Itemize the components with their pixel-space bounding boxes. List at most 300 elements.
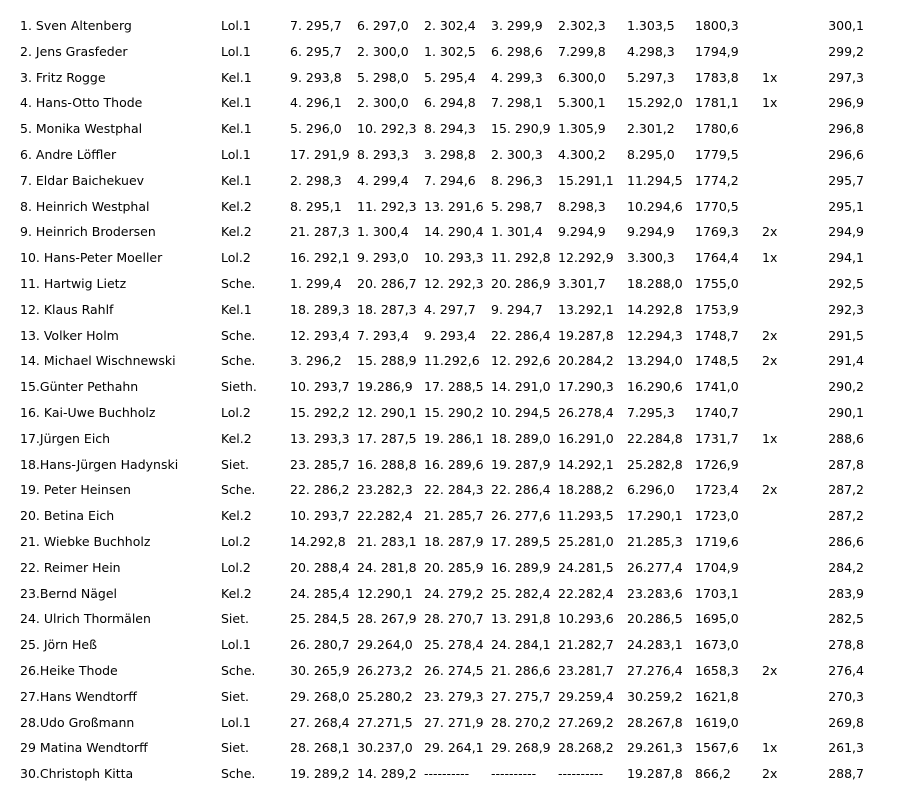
cell-club: Lol.1: [221, 43, 251, 59]
cell-average: 287,2: [828, 482, 864, 498]
cell-round-4: 27. 275,7: [491, 688, 551, 704]
cell-round-4: 12. 292,6: [491, 353, 551, 369]
cell-round-1: 13. 293,3: [290, 430, 350, 446]
cell-rank-name: 30.Christoph Kitta: [20, 766, 134, 782]
cell-rank-name: 11. Hartwig Lietz: [20, 275, 127, 291]
cell-round-5: 16.291,0: [558, 430, 614, 446]
cell-rank-name: 15.Günter Pethahn: [20, 379, 139, 395]
cell-round-6: 7.295,3: [627, 404, 675, 420]
cell-club: Kel.2: [221, 224, 252, 240]
cell-rank-name: 2. Jens Grasfeder: [20, 43, 128, 59]
cell-round-2: 29.264,0: [357, 637, 413, 653]
cell-round-3: 11.292,6: [424, 353, 480, 369]
cell-total: 1621,8: [695, 688, 739, 704]
cell-total: 1800,3: [695, 18, 739, 33]
cell-round-3: 3. 298,8: [424, 146, 476, 162]
cell-total: 1748,5: [695, 353, 739, 369]
cell-round-5: 6.300,0: [558, 69, 606, 85]
cell-round-4: 29. 268,9: [491, 740, 551, 756]
cell-round-2: 27.271,5: [357, 714, 413, 730]
cell-round-1: 4. 296,1: [290, 95, 342, 111]
cell-round-1: 23. 285,7: [290, 456, 350, 472]
cell-rank-name: 29 Matina Wendtorff: [20, 740, 148, 756]
cell-round-1: 19. 289,2: [290, 766, 350, 782]
cell-round-4: 19. 287,9: [491, 456, 551, 472]
cell-round-3: 22. 284,3: [424, 482, 484, 498]
cell-round-1: 14.292,8: [290, 533, 346, 549]
cell-round-6: 15.292,0: [627, 95, 683, 111]
cell-round-4: 26. 277,6: [491, 508, 551, 524]
table-row: [0, 633, 897, 659]
cell-round-2: 12. 290,1: [357, 404, 417, 420]
cell-total: 1741,0: [695, 379, 739, 395]
cell-round-3: 23. 279,3: [424, 688, 484, 704]
cell-round-5: 21.282,7: [558, 637, 614, 653]
table-row: [0, 607, 897, 633]
cell-round-6: 1.303,5: [627, 18, 675, 33]
cell-round-5: 27.269,2: [558, 714, 614, 730]
cell-club: Kel.1: [221, 69, 252, 85]
cell-total: 1781,1: [695, 95, 739, 111]
cell-round-4: 10. 294,5: [491, 404, 551, 420]
cell-total: 1748,7: [695, 327, 739, 343]
cell-round-6: 3.300,3: [627, 250, 675, 266]
cell-club: Sche.: [221, 482, 256, 498]
cell-club: Siet.: [221, 688, 249, 704]
cell-club: Siet.: [221, 611, 249, 627]
cell-round-4: 13. 291,8: [491, 611, 551, 627]
cell-rank-name: 26.Heike Thode: [20, 662, 118, 678]
cell-total: 1764,4: [695, 250, 739, 266]
cell-round-5: 26.278,4: [558, 404, 614, 420]
cell-round-4: ----------: [491, 766, 537, 782]
cell-rank-name: 21. Wiebke Buchholz: [20, 533, 151, 549]
cell-round-1: 16. 292,1: [290, 250, 350, 266]
cell-round-1: 28. 268,1: [290, 740, 350, 756]
cell-average: 300,1: [828, 18, 864, 33]
cell-round-3: 12. 292,3: [424, 275, 484, 291]
cell-rank-name: 8. Heinrich Westphal: [20, 198, 150, 214]
cell-average: 296,9: [828, 95, 864, 111]
cell-rank-name: 14. Michael Wischnewski: [20, 353, 176, 369]
cell-total: 1719,6: [695, 533, 739, 549]
cell-round-5: 7.299,8: [558, 43, 606, 59]
cell-club: Lol.1: [221, 637, 251, 653]
cell-round-2: 18. 287,3: [357, 301, 417, 317]
table-row: [0, 478, 897, 504]
cell-round-4: 20. 286,9: [491, 275, 551, 291]
cell-total: 1753,9: [695, 301, 739, 317]
table-row: [0, 246, 897, 272]
cell-round-3: 15. 290,2: [424, 404, 484, 420]
cell-round-3: 20. 285,9: [424, 559, 484, 575]
cell-rank-name: 10. Hans-Peter Moeller: [20, 250, 163, 266]
table-row: [0, 169, 897, 195]
cell-round-3: 28. 270,7: [424, 611, 484, 627]
table-row: [0, 762, 897, 788]
cell-round-5: 24.281,5: [558, 559, 614, 575]
cell-total: 1723,4: [695, 482, 739, 498]
cell-round-6: 9.294,9: [627, 224, 675, 240]
table-row: [0, 195, 897, 221]
cell-club: Kel.1: [221, 172, 252, 188]
cell-round-5: 14.292,1: [558, 456, 614, 472]
cell-round-6: 4.298,3: [627, 43, 675, 59]
cell-round-6: 27.276,4: [627, 662, 683, 678]
cell-round-2: 10. 292,3: [357, 121, 417, 137]
cell-round-2: 22.282,4: [357, 508, 413, 524]
cell-round-1: 3. 296,2: [290, 353, 342, 369]
cell-round-4: 9. 294,7: [491, 301, 543, 317]
cell-average: 270,3: [828, 688, 864, 704]
table-row: [0, 143, 897, 169]
cell-round-6: 2.301,2: [627, 121, 675, 137]
cell-club: Kel.1: [221, 301, 252, 317]
cell-round-6: 13.294,0: [627, 353, 683, 369]
cell-rank-name: 24. Ulrich Thormälen: [20, 611, 151, 627]
cell-average: 287,2: [828, 508, 864, 524]
table-row: [0, 659, 897, 685]
cell-average: 282,5: [828, 611, 864, 627]
cell-round-6: 11.294,5: [627, 172, 683, 188]
cell-rank-name: 5. Monika Westphal: [20, 121, 143, 137]
cell-round-5: 3.301,7: [558, 275, 606, 291]
cell-club: Kel.2: [221, 198, 252, 214]
cell-round-1: 25. 284,5: [290, 611, 350, 627]
cell-round-3: 14. 290,4: [424, 224, 484, 240]
cell-club: Siet.: [221, 740, 249, 756]
cell-round-4: 7. 298,1: [491, 95, 543, 111]
cell-club: Kel.1: [221, 121, 252, 137]
cell-round-3: ----------: [424, 766, 470, 782]
cell-round-4: 28. 270,2: [491, 714, 551, 730]
cell-round-1: 1. 299,4: [290, 275, 342, 291]
cell-round-5: 11.293,5: [558, 508, 614, 524]
cell-round-6: 19.287,8: [627, 766, 683, 782]
cell-total: 1755,0: [695, 275, 739, 291]
cell-round-1: 17. 291,9: [290, 146, 350, 162]
cell-rank-name: 7. Eldar Baichekuev: [20, 172, 145, 188]
cell-round-3: 8. 294,3: [424, 121, 476, 137]
cell-rank-name: 23.Bernd Nägel: [20, 585, 118, 601]
table-row: [0, 117, 897, 143]
cell-round-5: 9.294,9: [558, 224, 606, 240]
table-row: [0, 14, 897, 40]
cell-round-6: 20.286,5: [627, 611, 683, 627]
cell-round-6: 30.259,2: [627, 688, 683, 704]
cell-round-5: 2.302,3: [558, 18, 606, 33]
cell-club: Sche.: [221, 766, 256, 782]
cell-club: Lol.1: [221, 146, 251, 162]
cell-round-1: 8. 295,1: [290, 198, 342, 214]
cell-round-2: 28. 267,9: [357, 611, 417, 627]
cell-club: Kel.2: [221, 585, 252, 601]
cell-average: 299,2: [828, 43, 864, 59]
cell-total: 1794,9: [695, 43, 739, 59]
cell-average: 297,3: [828, 69, 864, 85]
cell-round-4: 22. 286,4: [491, 327, 551, 343]
cell-round-1: 21. 287,3: [290, 224, 350, 240]
cell-club: Lol.2: [221, 404, 251, 420]
cell-round-5: 12.292,9: [558, 250, 614, 266]
cell-club: Sche.: [221, 353, 256, 369]
cell-round-6: 21.285,3: [627, 533, 683, 549]
cell-round-2: 21. 283,1: [357, 533, 417, 549]
cell-round-4: 25. 282,4: [491, 585, 551, 601]
cell-total: 1774,2: [695, 172, 739, 188]
cell-rank-name: 25. Jörn Heß: [20, 637, 97, 653]
cell-mark: 1x: [762, 69, 778, 85]
cell-round-2: 9. 293,0: [357, 250, 409, 266]
cell-total: 1619,0: [695, 714, 739, 730]
cell-round-6: 6.296,0: [627, 482, 675, 498]
cell-average: 291,5: [828, 327, 864, 343]
cell-round-3: 13. 291,6: [424, 198, 484, 214]
table-row: [0, 711, 897, 737]
cell-rank-name: 22. Reimer Hein: [20, 559, 121, 575]
cell-round-2: 1. 300,4: [357, 224, 409, 240]
cell-average: 288,6: [828, 430, 864, 446]
cell-average: 290,1: [828, 404, 864, 420]
cell-round-2: 19.286,9: [357, 379, 413, 395]
cell-total: 1779,5: [695, 146, 739, 162]
cell-round-5: 4.300,2: [558, 146, 606, 162]
cell-round-5: ----------: [558, 766, 604, 782]
cell-round-1: 5. 296,0: [290, 121, 342, 137]
table-row: [0, 220, 897, 246]
cell-round-3: 5. 295,4: [424, 69, 476, 85]
table-row: [0, 427, 897, 453]
cell-round-5: 19.287,8: [558, 327, 614, 343]
cell-mark: 2x: [762, 766, 778, 782]
cell-average: 296,8: [828, 121, 864, 137]
cell-round-2: 25.280,2: [357, 688, 413, 704]
cell-round-5: 20.284,2: [558, 353, 614, 369]
cell-average: 292,5: [828, 275, 864, 291]
cell-round-3: 9. 293,4: [424, 327, 476, 343]
cell-round-5: 22.282,4: [558, 585, 614, 601]
cell-total: 1673,0: [695, 637, 739, 653]
cell-mark: 1x: [762, 430, 778, 446]
cell-round-3: 7. 294,6: [424, 172, 476, 188]
cell-round-2: 2. 300,0: [357, 95, 409, 111]
cell-round-1: 9. 293,8: [290, 69, 342, 85]
cell-round-3: 16. 289,6: [424, 456, 484, 472]
cell-round-1: 26. 280,7: [290, 637, 350, 653]
cell-total: 866,2: [695, 766, 731, 782]
cell-rank-name: 4. Hans-Otto Thode: [20, 95, 143, 111]
cell-round-6: 5.297,3: [627, 69, 675, 85]
cell-round-3: 24. 279,2: [424, 585, 484, 601]
cell-round-6: 12.294,3: [627, 327, 683, 343]
cell-club: Lol.1: [221, 714, 251, 730]
cell-round-1: 12. 293,4: [290, 327, 350, 343]
cell-rank-name: 28.Udo Großmann: [20, 714, 135, 730]
cell-average: 269,8: [828, 714, 864, 730]
cell-round-3: 18. 287,9: [424, 533, 484, 549]
cell-round-1: 20. 288,4: [290, 559, 350, 575]
cell-club: Kel.2: [221, 430, 252, 446]
cell-round-4: 6. 298,6: [491, 43, 543, 59]
cell-average: 294,9: [828, 224, 864, 240]
cell-total: 1783,8: [695, 69, 739, 85]
cell-rank-name: 12. Klaus Rahlf: [20, 301, 114, 317]
cell-round-4: 24. 284,1: [491, 637, 551, 653]
cell-round-1: 15. 292,2: [290, 404, 350, 420]
cell-average: 296,6: [828, 146, 864, 162]
cell-round-1: 24. 285,4: [290, 585, 350, 601]
cell-round-6: 14.292,8: [627, 301, 683, 317]
cell-rank-name: 3. Fritz Rogge: [20, 69, 106, 85]
cell-round-3: 21. 285,7: [424, 508, 484, 524]
cell-round-5: 28.268,2: [558, 740, 614, 756]
table-row: [0, 685, 897, 711]
table-row: [0, 504, 897, 530]
cell-rank-name: 20. Betina Eich: [20, 508, 115, 524]
cell-round-4: 22. 286,4: [491, 482, 551, 498]
cell-round-2: 5. 298,0: [357, 69, 409, 85]
table-row: [0, 272, 897, 298]
table-row: [0, 349, 897, 375]
cell-average: 278,8: [828, 637, 864, 653]
cell-round-6: 24.283,1: [627, 637, 683, 653]
cell-round-2: 15. 288,9: [357, 353, 417, 369]
cell-round-5: 25.281,0: [558, 533, 614, 549]
cell-club: Lol.2: [221, 559, 251, 575]
cell-round-4: 18. 289,0: [491, 430, 551, 446]
cell-round-4: 14. 291,0: [491, 379, 551, 395]
cell-round-4: 16. 289,9: [491, 559, 551, 575]
cell-club: Lol.2: [221, 533, 251, 549]
cell-round-6: 16.290,6: [627, 379, 683, 395]
cell-round-4: 3. 299,9: [491, 18, 543, 33]
cell-total: 1704,9: [695, 559, 739, 575]
cell-round-5: 5.300,1: [558, 95, 606, 111]
cell-mark: 2x: [762, 662, 778, 678]
cell-round-3: 4. 297,7: [424, 301, 476, 317]
cell-rank-name: 9. Heinrich Brodersen: [20, 224, 156, 240]
cell-club: Kel.1: [221, 95, 252, 111]
cell-total: 1769,3: [695, 224, 739, 240]
cell-round-4: 2. 300,3: [491, 146, 543, 162]
cell-mark: 2x: [762, 224, 778, 240]
cell-rank-name: 18.Hans-Jürgen Hadynski: [20, 456, 179, 472]
cell-average: 294,1: [828, 250, 864, 266]
table-row: [0, 530, 897, 556]
cell-average: 284,2: [828, 559, 864, 575]
cell-round-6: 23.283,6: [627, 585, 683, 601]
table-row: [0, 91, 897, 117]
table-row: [0, 40, 897, 66]
cell-average: 276,4: [828, 662, 864, 678]
cell-round-2: 20. 286,7: [357, 275, 417, 291]
cell-round-4: 15. 290,9: [491, 121, 551, 137]
cell-average: 295,7: [828, 172, 864, 188]
cell-round-1: 10. 293,7: [290, 508, 350, 524]
cell-round-5: 15.291,1: [558, 172, 614, 188]
cell-round-6: 18.288,0: [627, 275, 683, 291]
cell-round-5: 17.290,3: [558, 379, 614, 395]
cell-round-2: 26.273,2: [357, 662, 413, 678]
cell-round-1: 7. 295,7: [290, 18, 342, 33]
cell-rank-name: 16. Kai-Uwe Buchholz: [20, 404, 156, 420]
cell-round-1: 6. 295,7: [290, 43, 342, 59]
cell-round-2: 6. 297,0: [357, 18, 409, 33]
cell-round-5: 18.288,2: [558, 482, 614, 498]
table-row: [0, 401, 897, 427]
cell-round-2: 2. 300,0: [357, 43, 409, 59]
cell-rank-name: 19. Peter Heinsen: [20, 482, 131, 498]
cell-round-4: 8. 296,3: [491, 172, 543, 188]
cell-round-2: 8. 293,3: [357, 146, 409, 162]
cell-round-3: 19. 286,1: [424, 430, 484, 446]
table-row: [0, 736, 897, 762]
cell-round-4: 5. 298,7: [491, 198, 543, 214]
cell-round-1: 22. 286,2: [290, 482, 350, 498]
cell-average: 290,2: [828, 379, 864, 395]
cell-average: 295,1: [828, 198, 864, 214]
cell-round-6: 28.267,8: [627, 714, 683, 730]
cell-round-2: 17. 287,5: [357, 430, 417, 446]
cell-round-2: 24. 281,8: [357, 559, 417, 575]
cell-round-1: 10. 293,7: [290, 379, 350, 395]
cell-round-5: 29.259,4: [558, 688, 614, 704]
cell-rank-name: 27.Hans Wendtorff: [20, 688, 137, 704]
cell-club: Lol.2: [221, 250, 251, 266]
cell-mark: 2x: [762, 482, 778, 498]
cell-round-2: 11. 292,3: [357, 198, 417, 214]
cell-round-1: 27. 268,4: [290, 714, 350, 730]
cell-round-6: 26.277,4: [627, 559, 683, 575]
cell-round-2: 30.237,0: [357, 740, 413, 756]
cell-round-3: 26. 274,5: [424, 662, 484, 678]
cell-mark: 1x: [762, 95, 778, 111]
cell-club: Siet.: [221, 456, 249, 472]
cell-round-3: 27. 271,9: [424, 714, 484, 730]
table-row: [0, 66, 897, 92]
table-row: [0, 556, 897, 582]
cell-total: 1731,7: [695, 430, 739, 446]
cell-total: 1726,9: [695, 456, 739, 472]
cell-average: 288,7: [828, 766, 864, 782]
cell-total: 1567,6: [695, 740, 739, 756]
cell-average: 287,8: [828, 456, 864, 472]
cell-round-5: 13.292,1: [558, 301, 614, 317]
cell-round-1: 29. 268,0: [290, 688, 350, 704]
cell-mark: 1x: [762, 250, 778, 266]
cell-average: 286,6: [828, 533, 864, 549]
cell-round-6: 10.294,6: [627, 198, 683, 214]
cell-total: 1695,0: [695, 611, 739, 627]
cell-round-3: 1. 302,5: [424, 43, 476, 59]
cell-round-2: 16. 288,8: [357, 456, 417, 472]
cell-total: 1770,5: [695, 198, 739, 214]
cell-round-4: 11. 292,8: [491, 250, 551, 266]
cell-club: Sche.: [221, 662, 256, 678]
cell-round-1: 2. 298,3: [290, 172, 342, 188]
cell-round-6: 22.284,8: [627, 430, 683, 446]
cell-mark: 1x: [762, 740, 778, 756]
cell-round-5: 1.305,9: [558, 121, 606, 137]
cell-rank-name: 13. Volker Holm: [20, 327, 119, 343]
cell-round-2: 14. 289,2: [357, 766, 417, 782]
cell-average: 283,9: [828, 585, 864, 601]
cell-round-3: 2. 302,4: [424, 18, 476, 33]
cell-round-3: 10. 293,3: [424, 250, 484, 266]
cell-round-2: 4. 299,4: [357, 172, 409, 188]
cell-round-2: 23.282,3: [357, 482, 413, 498]
table-row: [0, 375, 897, 401]
